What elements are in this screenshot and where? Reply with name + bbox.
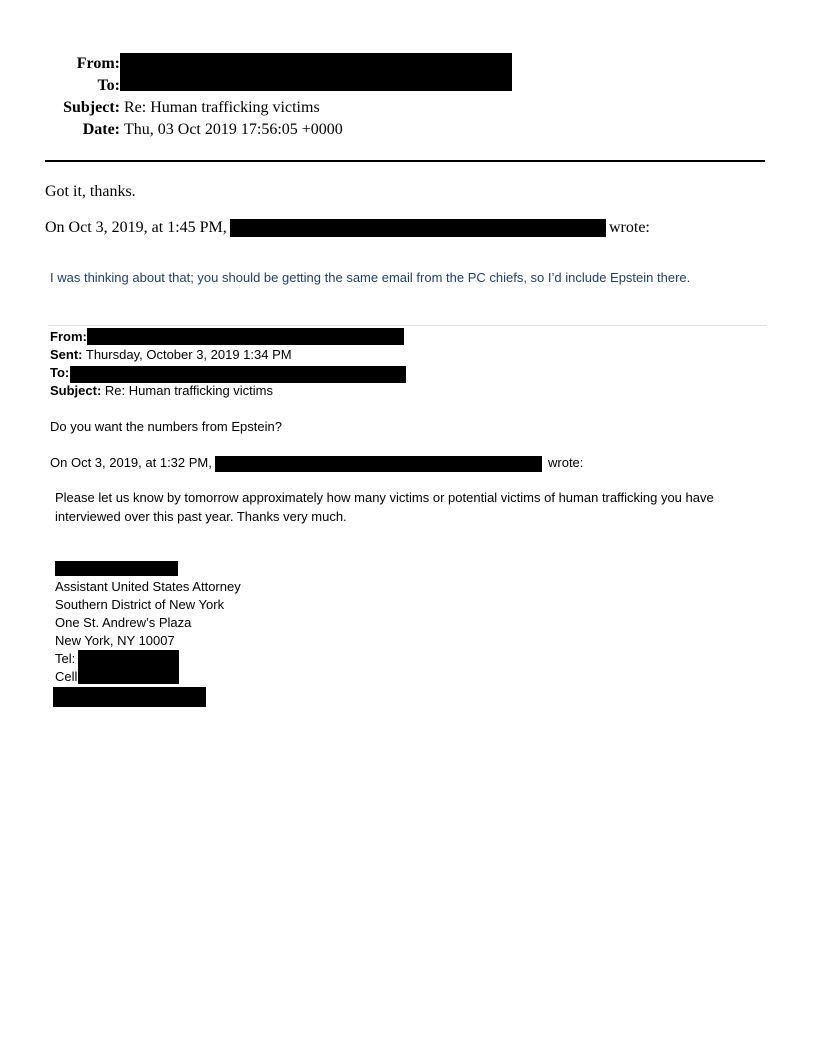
quoted-message-2-line-1: Please let us know by tomorrow approximately how many victims or potential victims of human trafficking you have xyxy=(55,490,714,505)
quote-intro-1-suffix: wrote: xyxy=(609,219,650,236)
fwd-subject-label: Subject: xyxy=(50,383,102,398)
forward-divider xyxy=(48,325,767,326)
from-label: From: xyxy=(76,55,120,72)
redacted-phone-numbers xyxy=(78,650,179,684)
fwd-sent-label: Sent: xyxy=(50,347,83,362)
subject-value: Re: Human trafficking victims xyxy=(124,99,320,116)
redacted-email xyxy=(53,687,206,707)
fwd-body: Do you want the numbers from Epstein? xyxy=(50,419,282,434)
quote-intro-2-suffix: wrote: xyxy=(548,455,584,470)
subject-label: Subject: xyxy=(63,99,120,116)
header-divider xyxy=(45,160,765,162)
quoted-message-2 xyxy=(55,488,775,526)
quoted-message-2-line-2: interviewed over this past year. Thanks very much. xyxy=(55,509,347,524)
redacted-fwd-from xyxy=(87,328,404,345)
signature-address-2: New York, NY 10007 xyxy=(55,633,175,648)
quoted-message-1: I was thinking about that; you should be getting the same email from the PC chiefs, so I’d include Epstein there. xyxy=(50,270,691,285)
redacted-fwd-to xyxy=(70,366,406,383)
fwd-subject-value: Re: Human trafficking victims xyxy=(104,383,274,398)
redacted-sender-2 xyxy=(215,456,542,472)
signature-title: Assistant United States Attorney xyxy=(55,579,241,594)
fwd-sent-value: Thursday, October 3, 2019 1:34 PM xyxy=(85,347,292,362)
signature-tel-label: Tel: xyxy=(55,651,76,666)
to-label: To: xyxy=(97,77,120,94)
date-value: Thu, 03 Oct 2019 17:56:05 +0000 xyxy=(124,121,343,138)
redacted-signer-name xyxy=(55,561,178,576)
signature-cell-label: Cell xyxy=(55,669,78,684)
signature-address-1: One St. Andrew’s Plaza xyxy=(55,615,192,630)
quote-intro-2-prefix: On Oct 3, 2019, at 1:32 PM, xyxy=(50,455,212,470)
fwd-from-label: From: xyxy=(50,329,87,344)
redacted-from-to xyxy=(120,53,512,91)
redacted-sender-1 xyxy=(230,219,606,237)
reply-text: Got it, thanks. xyxy=(45,183,136,200)
quote-intro-1-prefix: On Oct 3, 2019, at 1:45 PM, xyxy=(45,219,227,236)
signature-office: Southern District of New York xyxy=(55,597,225,612)
fwd-to-label: To: xyxy=(50,365,70,380)
date-label: Date: xyxy=(82,121,120,138)
